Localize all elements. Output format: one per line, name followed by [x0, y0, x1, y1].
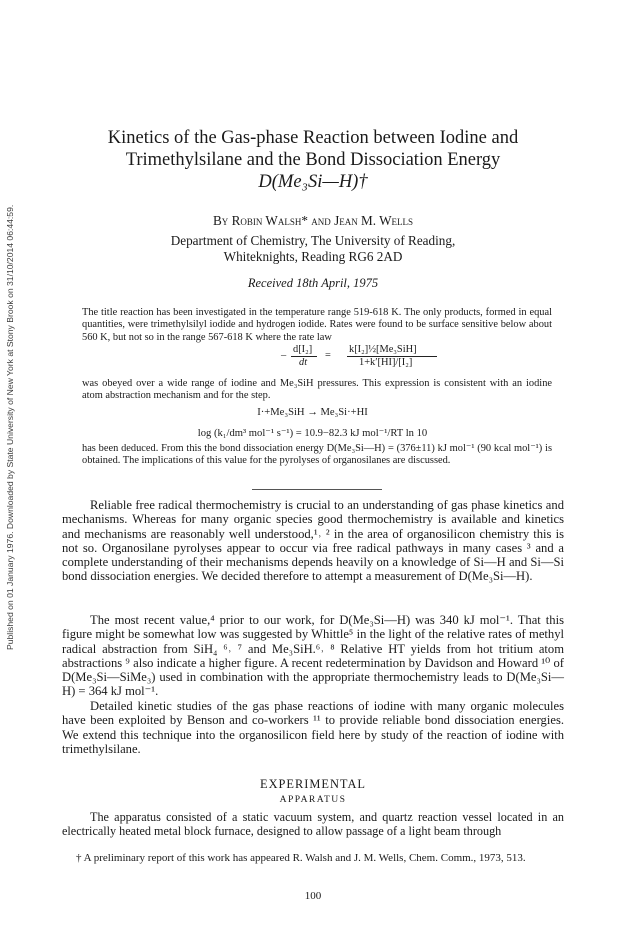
body-paragraph-3: Detailed kinetic studies of the gas phase reactions of iodine with many organic molecules have been exploited by Benson and co-workers ¹¹ to provide reliable bond dissociation energies. We extend this technique into the organosilicon field here by study of the reaction of iodine with trimethylsilane.: [62, 699, 564, 756]
affiliation: [62, 233, 564, 265]
equation-lhs-numerator: d[I₂]: [293, 344, 313, 355]
section-heading: EXPERIMENTAL: [260, 777, 366, 791]
body-paragraph-2: The most recent value,⁴ prior to our work, for D(Me₃Si—H) was 340 kJ mol⁻¹. That this figure might be somewhat low was suggested by Whittle⁵ in the light of the relative rates of methyl radical abstraction from SiH₄ ⁶˒ ⁷ and Me₃SiH.⁶˒ ⁸ Relative HT yields from hot tritium atom abstractions ⁹ also indicate a higher figure. A recent redetermination by Davidson and Howard ¹⁰ of D(Me₃Si—SiMe₃) used in combination with the appropriate thermochemistry leads to D(Me₃Si—H) = 364 kJ mol⁻¹.: [62, 613, 564, 699]
body-paragraph-4: The apparatus consisted of a static vacuum system, and quartz reaction vessel located in an electrically heated metal block furnace, designed to allow passage of a light beam through: [62, 810, 564, 838]
section-divider: [252, 489, 382, 490]
received-date: Received 18th April, 1975: [247, 276, 379, 290]
publication-sidebar-note: Published on 01 January 1976. Downloaded by State University of New York at Stony Brook on 31/10/2014 06:44:59.: [5, 204, 15, 650]
subsection-heading: APPARATUS: [279, 794, 347, 805]
abstract-paragraph-2: was obeyed over a wide range of iodine and Me₃SiH pressures. This expression is consistent with an iodine atom abstraction mechanism and for the step.: [82, 378, 552, 402]
rate-law-equation: [277, 344, 477, 370]
abstract-paragraph-3: has been deduced. From this the bond dissociation energy D(Me₃Si—H) = (376±11) kJ mol⁻¹ (90 kcal mol⁻¹) is obtained. The implications of this value for the pyrolyses of organosilanes are discussed.: [82, 443, 552, 467]
equation-rhs-numerator: k[I₂]½[Me₃SiH]: [349, 344, 417, 355]
arrhenius-equation: log (k₁/dm³ mol⁻¹ s⁻¹) = 10.9−82.3 kJ mol⁻¹/RT ln 10: [197, 428, 428, 439]
body-paragraph-1: Reliable free radical thermochemistry is crucial to an understanding of gas phase kinetics and mechanisms. Whereas for many organic species good thermochemistry is available and kinetics and mechanisms are reasonably well understood,¹˒ ² in the area of organosilicon chemistry this is not so. Organosilane pyrolyses appear to occur via free radical pathways in many cases ³ and a complete understanding of their mechanisms depends heavily on a knowledge of Si—H and Si—Si bond dissociation energies. We decided therefore to attempt a measurement of D(Me₃Si—H).: [62, 498, 564, 584]
title-line-1: Kinetics of the Gas-phase Reaction between Iodine and: [107, 128, 519, 148]
author-1: Robin Walsh*: [231, 213, 308, 228]
author-line: [62, 212, 564, 229]
equation-minus: –: [281, 350, 287, 361]
reaction-equation: I·+Me₃SiH → Me₃Si·+HI: [257, 407, 368, 418]
author-2: Jean M. Wells: [334, 213, 414, 228]
page-number: 100: [304, 890, 322, 902]
title-line-2: Trimethylsilane and the Bond Dissociation Energy: [125, 150, 501, 170]
by-label: By: [212, 213, 229, 228]
title-line-3: D(Me₃Si—H)†: [258, 172, 368, 192]
equation-equals: =: [325, 350, 331, 361]
affiliation-line-1: Department of Chemistry, The University of Reading,: [170, 233, 456, 248]
and-label: and: [311, 213, 331, 228]
footnote: † A preliminary report of this work has appeared R. Walsh and J. M. Wells, Chem. Comm., 1973, 513.: [76, 852, 526, 864]
abstract-paragraph-1: The title reaction has been investigated in the temperature range 519-618 K. The only products, formed in equal quantities, were trimethylsilyl iodide and hydrogen iodide. Rates were found to be surface sensitive below about 560 K, but not so in the range 567-618 K where the rate law: [82, 307, 552, 343]
article-title: [62, 127, 564, 193]
equation-lhs-denominator: dt: [299, 357, 308, 368]
affiliation-line-2: Whiteknights, Reading RG6 2AD: [223, 249, 403, 264]
equation-rhs-denominator: 1+k′[HI]/[I₂]: [359, 357, 413, 368]
